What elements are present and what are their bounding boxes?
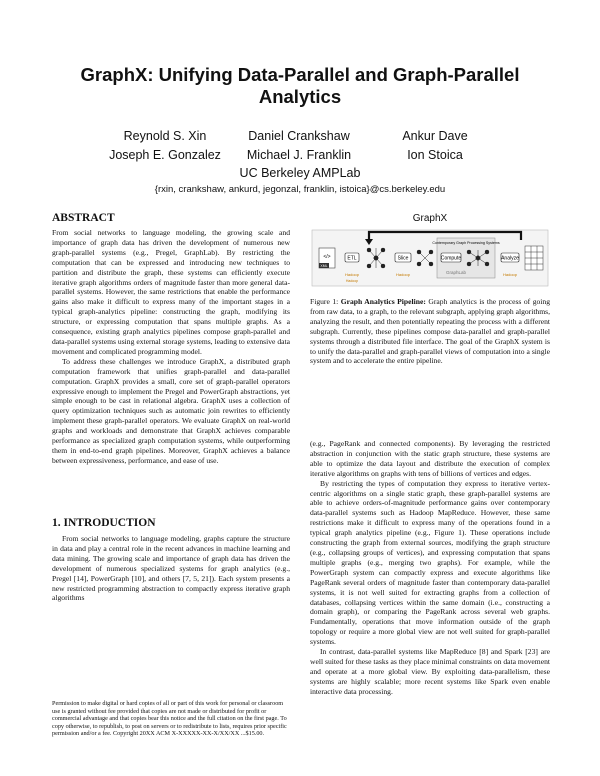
author-name: Ankur Dave	[402, 129, 468, 143]
etl-label: ETL	[347, 255, 357, 262]
compute-label: Compute	[440, 255, 462, 262]
hadoop-logo-small: Hadoop	[345, 279, 359, 283]
graphlab-logo: GraphLab	[445, 270, 467, 275]
hadoop-logo: Hadoop	[502, 272, 518, 277]
xml-badge-text: XML	[320, 264, 328, 268]
body-paragraph: By restricting the types of computation they express to iterative vertex-centric algorithms on a single static graph, these graph-parallel systems are able to achieve orders-of-magnitude performance gains over contemporary data-parallel systems such as Hadoop MapReduce. However, these same restrictions make it difficult to express many of the operations found in a typical graph analytics pipeline (e.g., Figure 1). These operations include constructing the graph from external sources, modifying the graph structure (e.g., collapsing groups of vertices), and expressing computation that spans multiple graphs (e.g., merging two graphs). For example, while the PowerGraph system can compactly express and execute algorithms like PageRank several orders of magnitude faster than contemporary data-parallel systems, it is not well suited for extracting graphs from a collection of databases, collapsing vertices within the same domain (i.e., constructing a domain graph), or comparing the PageRank across several web graphs. Fundamentally, operations that move information outside of the graph topology or require a more global view are not well suited for graph-parallel systems.	[310, 478, 550, 647]
right-column-body	[310, 439, 550, 697]
intro-heading: 1. INTRODUCTION	[52, 517, 156, 529]
abstract-paragraph: To address these challenges we introduce GraphX, a distributed graph computation framework that unifies graph-parallel and data-parallel computation. GraphX provides a small, core set of graph-parallel operators expressive enough to implement the Pregel and PowerGraph abstractions, yet simple enough to be cast in relational algebra. GraphX uses a collection of query optimization techniques such as automatic join rewrites to efficiently implement these graph-parallel operators. We evaluate GraphX on real-world graphs and workloads and demonstrate that GraphX achieves comparable performance as specialized graph computation systems, while outperforming them in end-to-end graph pipelines. Moreover, GraphX achieves a balance between expressiveness, performance, and ease of use.	[52, 356, 290, 465]
body-paragraph: (e.g., PageRank and connected components). By leveraging the restricted abstraction in conjunction with the static graph structure, these systems are able to optimize the data layout and distribute the execution of complex iterative algorithms on graphs with tens of billions of vertices and edges.	[310, 439, 550, 478]
intro-body	[52, 534, 290, 603]
author-emails: {rxin, crankshaw, ankurd, jegonzal, franklin, istoica}@cs.berkeley.edu	[154, 184, 446, 195]
author-name: Daniel Crankshaw	[248, 129, 350, 143]
table-icon	[525, 246, 543, 270]
permission-footnote: Permission to make digital or hard copies of all or part of this work for personal or classroom use is granted without fee provided that copies are not made or distributed for profit or commercial advantage and that copies bear this notice and the full citation on the first page. To copy otherwise, to republish, to post on servers or to redistribute to lists, requires prior specific permission and/or a fee. Copyright 20XX ACM X-XXXXX-XX-X/XX/XX ...$15.00.	[52, 700, 287, 737]
abstract-paragraph: From social networks to language modeling, the growing scale and importance of graph data has driven the development of numerous new graph-parallel systems (e.g., Pregel, GraphLab). By restricting the computation that can be expressed and introducing new techniques to partition and distribute the graph, these systems can efficiently execute iterative graph algorithms orders of magnitude faster than more general data-parallel systems. However, the same restrictions that enable the performance gains also make it difficult to express many of the important stages in a typical graph-analytics pipeline: constructing the graph, modifying its structure, or expressing computation that spans multiple graphs. As a consequence, existing graph analytics pipelines compose graph-parallel and data-parallel systems using external storage systems, leading to extensive data movement and complicated programming model.	[52, 228, 290, 356]
pipeline-figure	[311, 226, 549, 288]
contemporary-systems-label: Contemporary Graph Processing Systems	[432, 241, 500, 245]
abstract-heading: ABSTRACT	[52, 212, 115, 224]
slice-label: Slice	[397, 255, 409, 262]
paper-title	[0, 64, 600, 108]
hadoop-logo: Hadoop	[395, 272, 411, 277]
intro-paragraph: From social networks to language modeling, graphs capture the structure in data and play a central role in the recent advances in machine learning and data mining. The growing scale and importance of graph data has driven the development of numerous specialized systems for graph analytics (e.g., Pregel [14], PowerGraph [10], and others [7, 5, 21]). Each system presents a new restricted programming abstraction to compactly express iterative graph algorithms	[52, 534, 290, 603]
author-name: Michael J. Franklin	[246, 148, 352, 162]
author-name: Joseph E. Gonzalez	[109, 148, 221, 162]
title-line-2: Analytics	[258, 86, 342, 107]
author-name: Ion Stoica	[407, 148, 463, 162]
caption-text: Graph analytics is the process of going from raw data, to a graph, to the relevant subgraph, applying graph algorithms, analyzing the result, and then potentially repeating the process with a different subgraph. Currently, these pipelines compose data-parallel and graph-parallel systems through a distributed file interface. The goal of the GraphX system is to unify the data-parallel and graph-parallel views of computation into a single system and to accelerate the entire pipeline.	[310, 297, 550, 366]
figure-caption	[310, 297, 550, 366]
analyze-label: Analyze	[501, 255, 519, 262]
caption-label: Figure 1:	[310, 297, 341, 306]
document-icon-text: </>	[323, 254, 331, 260]
figure-title: GraphX	[412, 213, 448, 224]
caption-bold: Graph Analytics Pipeline:	[340, 297, 426, 306]
abstract-body	[52, 228, 290, 466]
hadoop-logo: Hadoop	[344, 272, 360, 277]
body-paragraph: In contrast, data-parallel systems like MapReduce [8] and Spark [23] are well suited for these tasks as they place minimal constraints on data movement and operate at a more global view. By exploiting data-parallelism, these systems are highly scalable; more recent systems like Spark even enable interactive data processing.	[310, 647, 550, 696]
affiliation: UC Berkeley AMPLab	[239, 166, 361, 180]
title-line-1: GraphX: Unifying Data-Parallel and Graph-Parallel	[80, 64, 520, 85]
author-name: Reynold S. Xin	[123, 129, 207, 143]
